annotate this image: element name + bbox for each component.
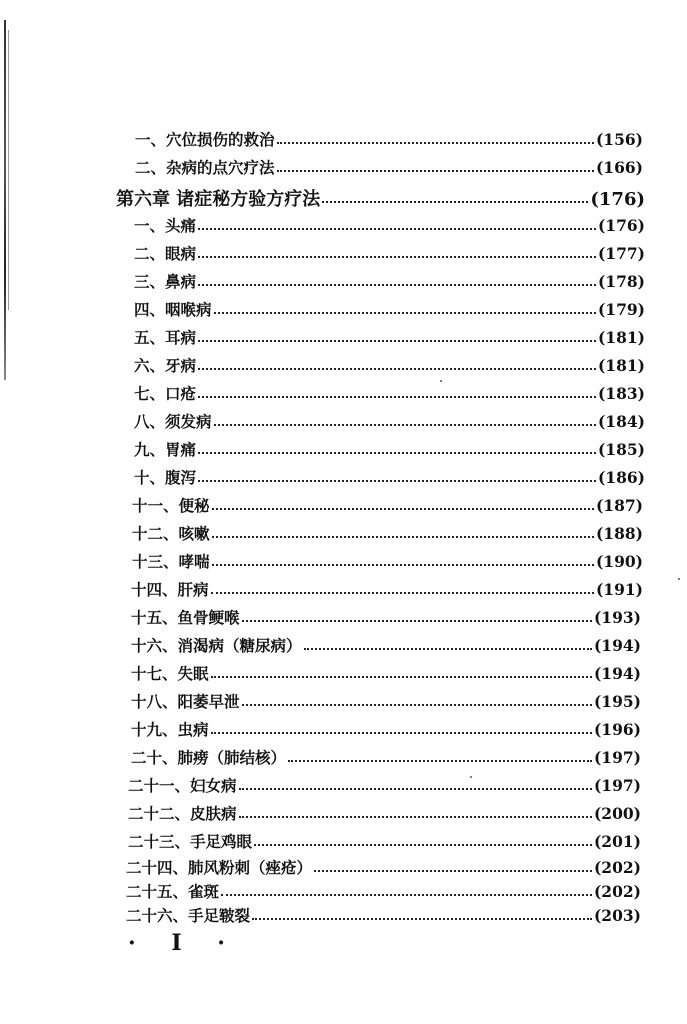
toc-leader-dots	[212, 536, 594, 538]
toc-entry-page: (197)	[593, 776, 641, 795]
toc-entry-page: (166)	[595, 158, 643, 177]
toc-entry-page: (176)	[590, 189, 645, 210]
toc-entry	[128, 802, 641, 824]
toc-entry	[134, 466, 645, 488]
toc-entry-label: 第六章 诸症秘方验方疗法	[116, 189, 321, 210]
toc-entry-label: 十一、便秘	[132, 496, 210, 515]
toc-entry	[126, 856, 641, 878]
toc-entry-label: 二、杂病的点穴疗法	[135, 158, 275, 177]
toc-entry-label: 十四、肝病	[131, 580, 209, 599]
toc-entry-label: 十三、哮喘	[132, 552, 210, 571]
toc-entry	[131, 606, 641, 628]
toc-leader-dots	[314, 870, 592, 872]
toc-entry-page: (178)	[597, 272, 645, 291]
toc-entry-label: 二十一、妇女病	[128, 776, 237, 795]
toc-leader-dots	[254, 844, 592, 846]
toc-entry-label: 一、头痛	[134, 216, 197, 235]
toc-entry	[128, 774, 641, 796]
toc-entry-page: (184)	[597, 412, 645, 431]
toc-entry-page: (194)	[593, 664, 641, 683]
toc-entry-label: 五、耳病	[134, 328, 197, 347]
toc-entry-page: (193)	[593, 608, 641, 627]
toc-entry-page: (202)	[593, 858, 641, 877]
toc-leader-dots	[214, 424, 596, 426]
toc-entry	[132, 522, 643, 544]
page-folio: · Ⅰ ·	[128, 930, 239, 956]
toc-entry-page: (179)	[597, 300, 645, 319]
toc-leader-dots	[322, 201, 588, 203]
toc-entry-page: (190)	[595, 552, 643, 571]
toc-entry	[134, 438, 645, 460]
toc-leader-dots	[239, 788, 592, 790]
toc-leader-dots	[198, 396, 596, 398]
toc-entry	[134, 410, 645, 432]
toc-entry-page: (181)	[597, 356, 645, 375]
toc-leader-dots	[304, 648, 592, 650]
toc-entry-page: (183)	[597, 384, 645, 403]
toc-leader-dots	[242, 704, 592, 706]
toc-leader-dots	[277, 170, 594, 172]
scan-speck	[678, 578, 680, 580]
toc-entry	[131, 746, 641, 768]
toc-entry	[131, 690, 641, 712]
toc-leader-dots	[221, 894, 592, 896]
toc-entry-page: (156)	[595, 130, 643, 149]
toc-entry	[132, 550, 643, 572]
toc-entry	[135, 128, 643, 150]
toc-entry	[131, 634, 641, 656]
toc-entry-label: 二十二、皮肤病	[128, 804, 237, 823]
toc-entry	[134, 354, 645, 376]
toc-leader-dots	[239, 816, 592, 818]
toc-leader-dots	[242, 620, 592, 622]
toc-entry-label: 八、须发病	[134, 412, 212, 431]
toc-leader-dots	[198, 452, 596, 454]
toc-entry-page: (185)	[597, 440, 645, 459]
toc-entry	[134, 298, 645, 320]
toc-leader-dots	[288, 760, 592, 762]
toc-entry-label: 二十五、雀斑	[126, 882, 220, 901]
toc-entry-label: 三、鼻病	[134, 272, 197, 291]
toc-entry-label: 一、穴位损伤的救治	[135, 130, 275, 149]
toc-entry	[131, 578, 643, 600]
toc-entry-page: (195)	[593, 692, 641, 711]
toc-entry-label: 六、牙病	[134, 356, 197, 375]
toc-entry-label: 七、口疮	[134, 384, 197, 403]
toc-entry-label: 十九、虫病	[131, 720, 209, 739]
toc-entry-label: 二十六、手足皲裂	[126, 906, 251, 925]
toc-leader-dots	[212, 564, 594, 566]
toc-entry	[134, 270, 645, 292]
scan-speck	[440, 380, 442, 382]
toc-leader-dots	[211, 732, 592, 734]
toc-entry-label: 十六、消渴病（糖尿病）	[131, 636, 302, 655]
toc-entry-label: 十五、鱼骨鲠喉	[131, 608, 240, 627]
toc-entry-label: 十七、失眠	[131, 664, 209, 683]
toc-entry-page: (197)	[593, 748, 641, 767]
toc-entry-label: 二十四、肺风粉刺（痤疮）	[126, 858, 313, 877]
toc-entry-label: 九、胃痛	[134, 440, 197, 459]
toc-leader-dots	[211, 592, 594, 594]
toc-leader-dots	[198, 480, 596, 482]
toc-leader-dots	[214, 312, 596, 314]
toc-entry-page: (177)	[597, 244, 645, 263]
toc-leader-dots	[198, 368, 596, 370]
toc-leader-dots	[198, 256, 596, 258]
toc-entry-label: 二十三、手足鸡眼	[128, 832, 253, 851]
toc-entry-page: (187)	[595, 496, 643, 515]
toc-entry-label: 四、咽喉病	[134, 300, 212, 319]
toc-entry	[126, 880, 641, 902]
toc-entry-label: 十八、阳萎早泄	[131, 692, 240, 711]
toc-entry-page: (201)	[593, 832, 641, 851]
toc-entry-label: 二、眼病	[134, 244, 197, 263]
scan-speck	[470, 776, 472, 778]
toc-entry-label: 十、腹泻	[134, 468, 197, 487]
toc-entry-page: (202)	[593, 882, 641, 901]
toc-leader-dots	[277, 142, 594, 144]
toc-leader-dots	[198, 340, 596, 342]
toc-entry-page: (200)	[593, 804, 641, 823]
toc-leader-dots	[252, 918, 592, 920]
toc-entry	[134, 382, 645, 404]
toc-entry	[126, 904, 641, 926]
toc-entry-label: 十二、咳嗽	[132, 524, 210, 543]
toc-entry	[134, 214, 645, 236]
toc-entry-page: (203)	[593, 906, 641, 925]
toc-entry-page: (196)	[593, 720, 641, 739]
toc-entry	[134, 242, 645, 264]
toc-entry	[134, 326, 645, 348]
toc-entry-page: (176)	[597, 216, 645, 235]
toc-entry	[128, 830, 641, 852]
toc-leader-dots	[198, 228, 596, 230]
toc-entry-label: 二十、肺痨（肺结核）	[131, 748, 287, 767]
toc-entry	[135, 156, 643, 178]
toc-entry-page: (186)	[597, 468, 645, 487]
toc-leader-dots	[198, 284, 596, 286]
toc-leader-dots	[211, 676, 592, 678]
toc-chapter-entry	[116, 185, 645, 211]
toc-entry	[131, 662, 641, 684]
toc-entry	[131, 718, 641, 740]
toc-entry-page: (191)	[595, 580, 643, 599]
toc-entry-page: (188)	[595, 524, 643, 543]
toc-entry-page: (194)	[593, 636, 641, 655]
toc-entry	[132, 494, 643, 516]
toc-leader-dots	[212, 508, 594, 510]
toc-entry-page: (181)	[597, 328, 645, 347]
